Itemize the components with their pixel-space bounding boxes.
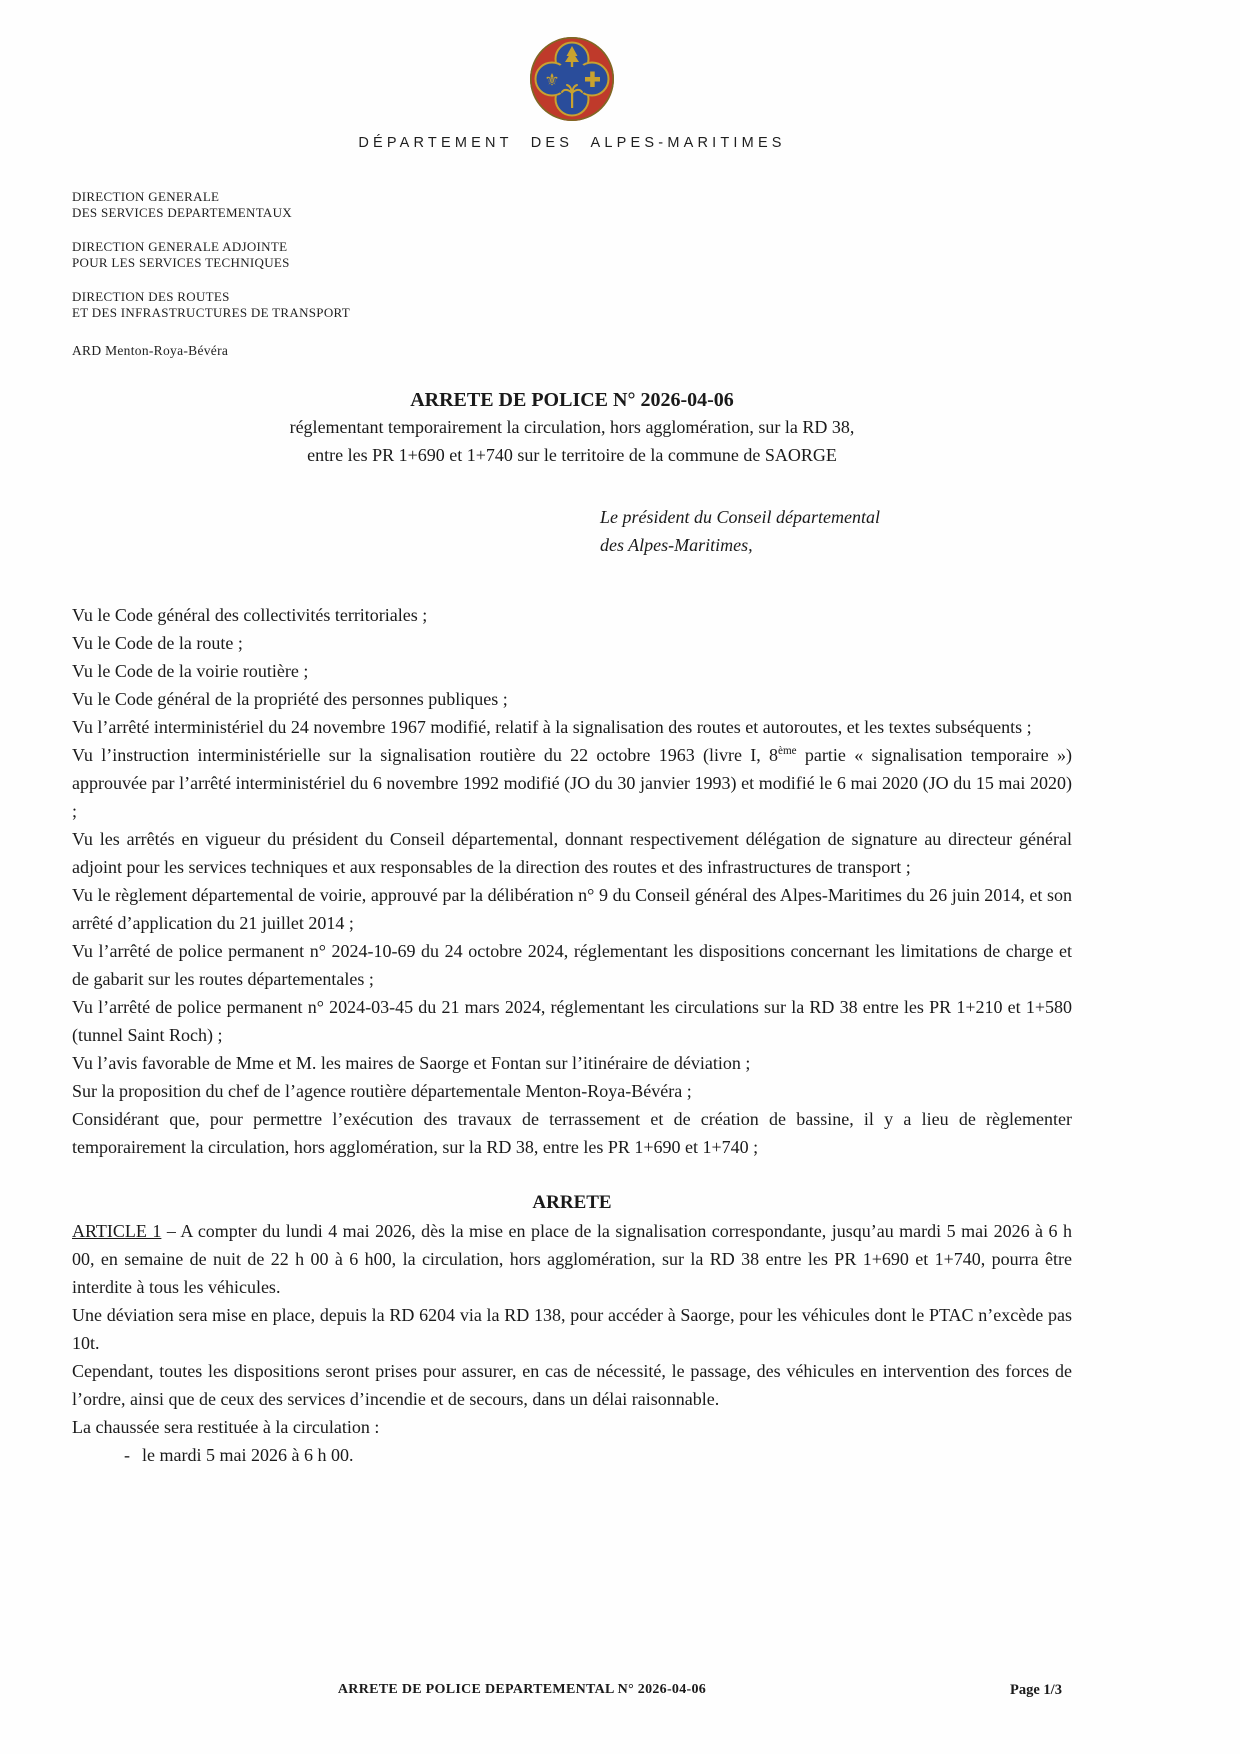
deviation-paragraph: Une déviation sera mise en place, depuis la RD 6204 via la RD 138, pour accéder à Saorge, pour les véhicules dont le PTAC n’excède pas 10t. <box>72 1305 1072 1353</box>
letterhead-line: DES SERVICES DEPARTEMENTAUX <box>72 205 292 220</box>
salutation <box>600 503 1240 559</box>
brand-header <box>72 0 1072 151</box>
proposal-paragraph: Sur la proposition du chef de l’agence routière départementale Menton-Roya-Bévéra ; <box>72 1081 692 1101</box>
letterhead-line: DIRECTION GENERALE <box>72 189 220 204</box>
letterhead-block <box>72 189 1072 221</box>
salutation-line1: Le président du Conseil départemental <box>600 507 880 527</box>
recital-paragraph: Vu le Code général des collectivités territoriales ; <box>72 605 428 625</box>
title-block <box>72 387 1072 469</box>
article-1-paragraph <box>72 1217 1072 1301</box>
document-subtitle-line2: entre les PR 1+690 et 1+740 sur le territoire de la commune de SAORGE <box>307 445 837 465</box>
document-body <box>72 601 1072 1469</box>
letterhead-line: DIRECTION GENERALE ADJOINTE <box>72 239 288 254</box>
emergency-paragraph: Cependant, toutes les dispositions seront prises pour assurer, en cas de nécessité, le passage, des véhicules en intervention des forces de l’ordre, ainsi que de ceux des services d’incendie et de secours, dans un délai raisonnable. <box>72 1361 1072 1409</box>
document-subtitle-line1: réglementant temporairement la circulation, hors agglomération, sur la RD 38, <box>289 417 855 437</box>
restitution-intro: La chaussée sera restituée à la circulation : <box>72 1417 380 1437</box>
alpes-maritimes-emblem-icon <box>529 36 615 122</box>
letterhead-line: ET DES INFRASTRUCTURES DE TRANSPORT <box>72 305 350 320</box>
footer-page-number: Page 1/3 <box>1010 1682 1062 1698</box>
recital-paragraph: Vu le Code général de la propriété des personnes publiques ; <box>72 689 508 709</box>
recital-paragraph: Vu le Code de la voirie routière ; <box>72 661 309 681</box>
salutation-line2: des Alpes-Maritimes, <box>600 535 753 555</box>
page-footer <box>72 1682 1072 1698</box>
svg-text:⚜: ⚜ <box>544 70 560 91</box>
recital-paragraph: Vu l’avis favorable de Mme et M. les maires de Saorge et Fontan sur l’itinéraire de déviation ; <box>72 1053 751 1073</box>
ordinal-superscript: ème <box>778 745 797 757</box>
recital-paragraph: Vu l’arrêté de police permanent n° 2024-10-69 du 24 octobre 2024, réglementant les dispositions concernant les limitations de charge et de gabarit sur les routes départementales ; <box>72 941 1072 989</box>
recital-paragraph: Vu l’arrêté interministériel du 24 novembre 1967 modifié, relatif à la signalisation des routes et autoroutes, et les textes subséquents ; <box>72 717 1032 737</box>
restitution-bullet-text: le mardi 5 mai 2026 à 6 h 00. <box>142 1445 354 1465</box>
recital-paragraph: Vu le Code de la route ; <box>72 633 243 653</box>
recital-paragraph <box>72 741 1072 825</box>
letterhead-block <box>72 239 1072 271</box>
decree-heading: ARRETE <box>532 1192 612 1213</box>
recital-paragraph: Vu l’arrêté de police permanent n° 2024-03-45 du 21 mars 2024, réglementant les circulations sur la RD 38 entre les PR 1+210 et 1+580 (tunnel Saint Roch) ; <box>72 997 1072 1045</box>
agency-name: ARD Menton-Roya-Bévéra <box>72 343 229 358</box>
footer-reference: ARRETE DE POLICE DEPARTEMENTAL N° 2026-04-06 <box>337 1682 707 1697</box>
document-title: ARRETE DE POLICE N° 2026-04-06 <box>410 389 734 411</box>
recital-paragraph: Vu les arrêtés en vigueur du président du Conseil départemental, donnant respectivement délégation de signature au directeur général adjoint pour les services techniques et aux responsables de la direction des routes et des infrastructures de transport ; <box>72 829 1072 877</box>
article-1-text: – A compter du lundi 4 mai 2026, dès la mise en place de la signalisation correspondante, jusqu’au mardi 5 mai 2026 à 6 h 00, en semaine de nuit de 22 h 00 à 6 h00, la circulation, hors agglomération, sur la RD 38 entre les PR 1+690 et 1+740, pourra être interdite à tous les véhicules. <box>72 1221 1072 1297</box>
restitution-bullet-item <box>72 1441 1072 1469</box>
article-1-label: ARTICLE 1 <box>72 1221 162 1241</box>
considering-paragraph: Considérant que, pour permettre l’exécution des travaux de terrassement et de création de bassine, il y a lieu de règlementer temporairement la circulation, hors agglomération, sur la RD 38, entre les PR 1+690 et 1+740 ; <box>72 1109 1072 1157</box>
org-name: DÉPARTEMENT DES ALPES-MARITIMES <box>358 135 786 151</box>
recital-paragraph: Vu le règlement départemental de voirie, approuvé par la délibération n° 9 du Conseil général des Alpes-Maritimes du 26 juin 2014, et son arrêté d’application du 21 juillet 2014 ; <box>72 885 1072 933</box>
bullet-dash: - <box>124 1445 130 1465</box>
letterhead-block <box>72 289 1072 321</box>
recital-text: partie « signalisation temporaire ») approuvée par l’arrêté interministériel du 6 novembre 1992 modifié (JO du 30 janvier 1993) et modifié le 6 mai 2020 (JO du 15 mai 2020) ; <box>72 745 1073 821</box>
recital-text: Vu l’instruction interministérielle sur la signalisation routière du 22 octobre 1963 (livre I, 8 <box>72 745 779 765</box>
recitals <box>72 601 1072 1077</box>
letterhead <box>72 189 1072 359</box>
letterhead-line: DIRECTION DES ROUTES <box>72 289 230 304</box>
letterhead-line: POUR LES SERVICES TECHNIQUES <box>72 255 290 270</box>
